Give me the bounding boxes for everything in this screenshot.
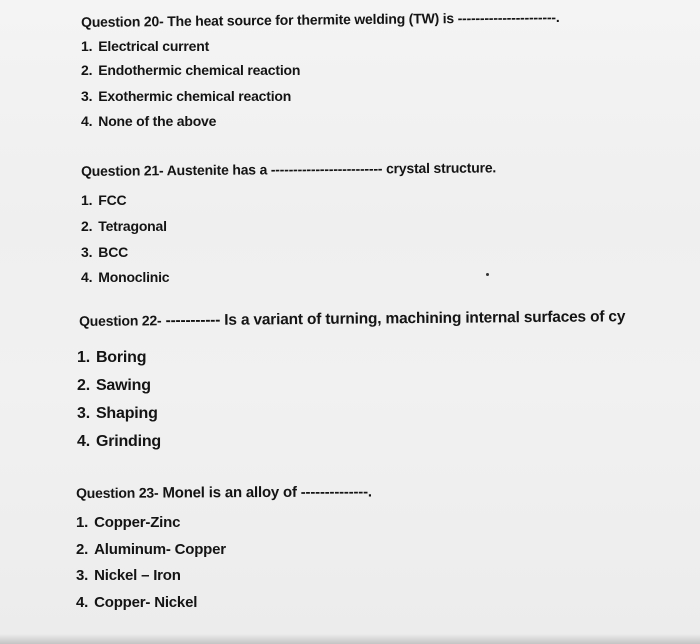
option-text: Sawing (95, 377, 151, 394)
question-21-option-2 (81, 218, 167, 234)
option-text: Exothermic chemical reaction (98, 88, 292, 104)
question-23-number: Question 23- (76, 484, 159, 501)
question-20-option-2 (81, 62, 300, 78)
question-23-option-4 (76, 594, 197, 611)
option-number: 4. (77, 433, 90, 450)
question-20-header (81, 9, 560, 30)
question-22-header (79, 308, 625, 331)
question-20-number: Question 20- (81, 13, 164, 30)
question-22-option-4 (77, 433, 161, 451)
question-23-option-3 (76, 567, 181, 584)
question-23-header (76, 483, 372, 502)
question-21-number: Question 21- (81, 162, 164, 179)
speck-mark (486, 273, 489, 276)
option-number: 4. (76, 594, 89, 611)
question-23-option-1 (76, 514, 180, 531)
option-number: 3. (76, 567, 89, 584)
option-text: Tetragonal (98, 218, 167, 234)
option-text: Grinding (95, 433, 162, 450)
question-21-option-3 (81, 244, 128, 260)
option-number: 2. (77, 377, 90, 394)
page-bottom-edge (0, 634, 700, 644)
option-text: Aluminum- Copper (94, 541, 226, 558)
question-21-stem: Austenite has a ------------------------- crystal structure. (166, 159, 497, 179)
question-20-option-4 (81, 113, 216, 129)
option-text: Electrical current (98, 38, 210, 54)
option-text: Endothermic chemical reaction (98, 62, 301, 78)
option-number: 3. (77, 405, 90, 422)
option-number: 2. (76, 541, 89, 558)
question-22-option-2 (77, 377, 151, 395)
option-text: Nickel – Iron (94, 567, 181, 584)
option-number: 1. (76, 514, 89, 531)
question-23-stem: Monel is an alloy of --------------. (162, 483, 372, 502)
option-text: FCC (98, 192, 127, 208)
question-22-option-1 (77, 349, 146, 367)
question-20-stem: The heat source for thermite welding (TW) is ----------------------. (167, 8, 560, 30)
question-22-stem: ----------- Is a variant of turning, machining internal surfaces of cy (165, 308, 626, 330)
option-text: None of the above (98, 113, 217, 129)
option-number: 3. (81, 88, 93, 104)
option-number: 1. (81, 38, 93, 54)
option-text: BCC (98, 244, 129, 260)
option-number: 2. (81, 218, 93, 234)
option-number: 4. (81, 113, 93, 129)
option-text: Boring (95, 349, 147, 366)
option-number: 2. (81, 62, 93, 78)
question-20-option-3 (81, 88, 291, 104)
option-text: Shaping (95, 405, 158, 422)
question-21-option-4 (81, 269, 169, 285)
question-22-option-3 (77, 405, 158, 423)
question-21-header (81, 159, 496, 179)
question-21-option-1 (81, 192, 126, 208)
question-22-number: Question 22- (79, 312, 162, 329)
option-text: Monoclinic (98, 269, 170, 285)
question-23-option-2 (76, 541, 226, 558)
option-number: 3. (81, 244, 93, 260)
question-20-option-1 (81, 38, 209, 54)
option-number: 1. (77, 349, 90, 366)
option-number: 4. (81, 269, 93, 285)
option-text: Copper-Zinc (94, 514, 181, 531)
option-number: 1. (81, 192, 93, 208)
option-text: Copper- Nickel (94, 594, 198, 611)
